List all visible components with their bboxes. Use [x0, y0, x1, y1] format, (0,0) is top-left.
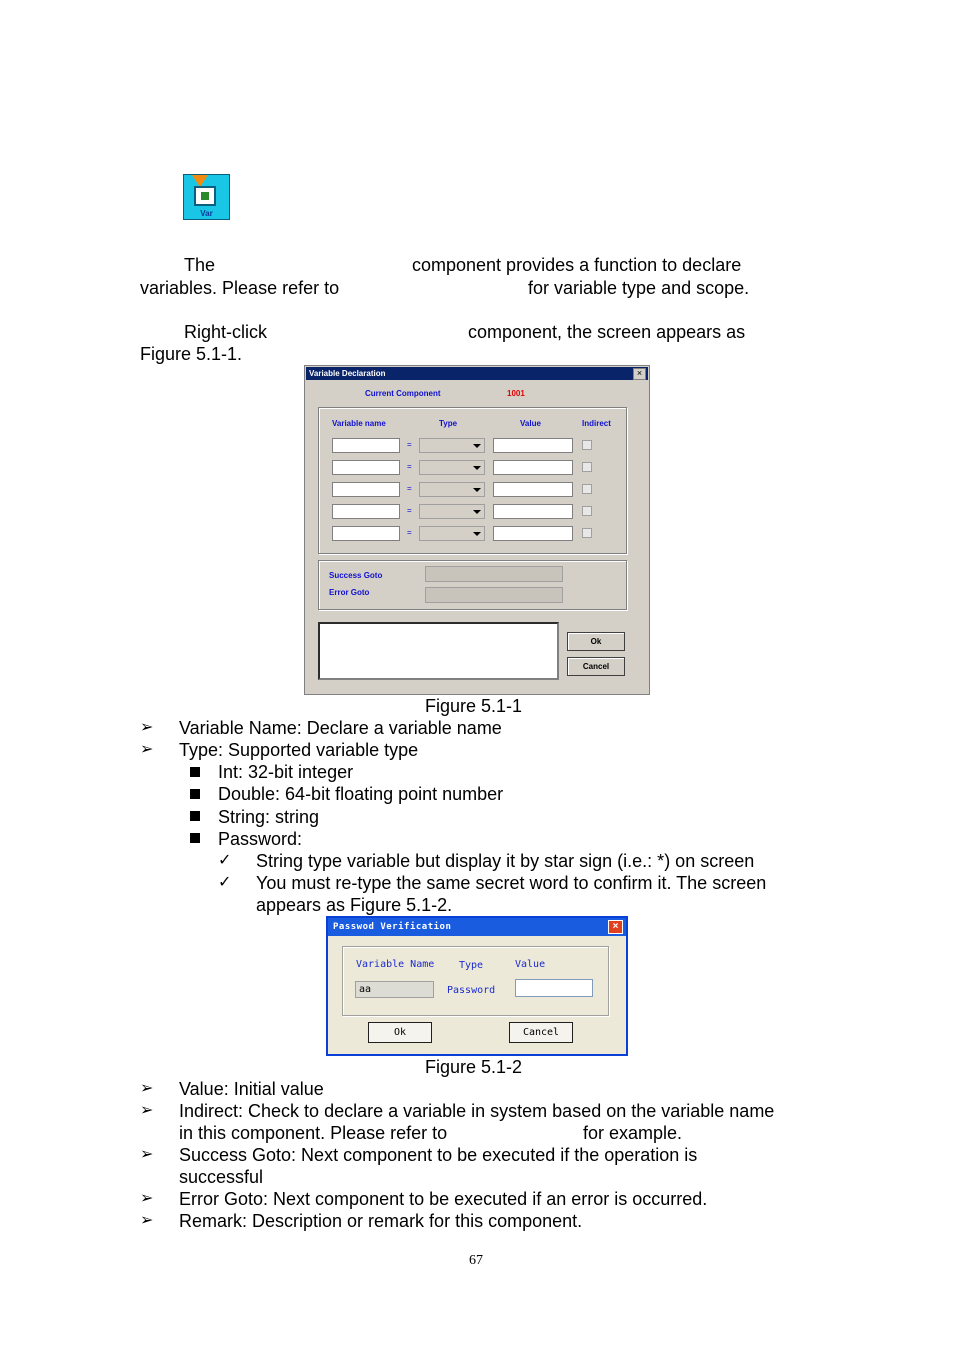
- chevron-down-icon: [473, 510, 481, 514]
- password-input[interactable]: [515, 979, 593, 997]
- current-component-value: 1001: [507, 389, 525, 398]
- square-bullet-icon: [190, 833, 200, 843]
- para2-line1-start: Right-click: [184, 322, 268, 342]
- variable-name-input-3[interactable]: [332, 482, 400, 497]
- error-goto-label: Error Goto: [329, 588, 370, 597]
- list-item-indirect-line1: Indirect: Check to declare a variable in system based on the variable name: [179, 1101, 775, 1121]
- figure-1-caption: Figure 5.1-1: [425, 696, 523, 716]
- variable-name-field: aa: [355, 981, 434, 998]
- para1-line2-start: variables. Please refer to: [140, 278, 340, 298]
- square-bullet-icon: [190, 811, 200, 821]
- equals-sign: =: [407, 528, 412, 537]
- type-int: Int: 32-bit integer: [218, 762, 354, 782]
- para1-line1-start: The: [184, 255, 216, 275]
- dialog-title: Passwod Verification: [333, 922, 452, 932]
- error-goto-field[interactable]: [425, 587, 563, 603]
- variable-name-input-2[interactable]: [332, 460, 400, 475]
- password-note-2-line1: You must re-type the same secret word to confirm it. The screen: [256, 873, 767, 893]
- equals-sign: =: [407, 506, 412, 515]
- square-bullet-icon: [190, 767, 200, 777]
- column-indirect: Indirect: [582, 419, 611, 428]
- list-item-variable-name: Variable Name: Declare a variable name: [179, 718, 502, 738]
- indirect-checkbox-5[interactable]: [582, 528, 592, 538]
- success-goto-label: Success Goto: [329, 571, 383, 580]
- value-input-2[interactable]: [493, 460, 573, 475]
- type-select-1[interactable]: [419, 438, 485, 453]
- list-item-remark: Remark: Description or remark for this component.: [179, 1211, 583, 1231]
- close-icon[interactable]: ×: [633, 368, 646, 380]
- icon-caption: Var: [200, 209, 213, 218]
- password-verification-dialog: [326, 916, 628, 1056]
- column-value: Value: [515, 959, 546, 970]
- para1-line1-end: component provides a function to declare: [412, 255, 742, 275]
- column-variable-name: Variable Name: [356, 959, 435, 970]
- checkmark-icon: ✓: [218, 874, 232, 891]
- chevron-down-icon: [473, 466, 481, 470]
- variable-name-input-4[interactable]: [332, 504, 400, 519]
- column-type: Type: [439, 419, 458, 428]
- square-bullet-icon: [190, 789, 200, 799]
- variable-name-input-1[interactable]: [332, 438, 400, 453]
- variable-name-input-5[interactable]: [332, 526, 400, 541]
- page-number: 67: [469, 1253, 483, 1268]
- para2-line1-end: component, the screen appears as: [468, 322, 746, 342]
- cancel-button[interactable]: Cancel: [509, 1022, 573, 1043]
- arrow-bullet-icon: ➢: [140, 1102, 154, 1119]
- type-string: String: string: [218, 807, 320, 827]
- list-item-success-line2: successful: [179, 1167, 264, 1187]
- type-select-3[interactable]: [419, 482, 485, 497]
- value-input-3[interactable]: [493, 482, 573, 497]
- chevron-down-icon: [473, 444, 481, 448]
- close-icon[interactable]: ×: [608, 920, 623, 934]
- column-variable-name: Variable name: [332, 419, 386, 428]
- para1-line2-end: for variable type and scope.: [528, 278, 750, 298]
- dialog-title-bar: [328, 918, 626, 936]
- figure-2-caption: Figure 5.1-2: [425, 1057, 523, 1077]
- arrow-bullet-icon: ➢: [140, 719, 154, 736]
- type-select-5[interactable]: [419, 526, 485, 541]
- column-type: Type: [459, 960, 484, 971]
- indirect-checkbox-4[interactable]: [582, 506, 592, 516]
- type-value: Password: [447, 985, 496, 996]
- type-password: Password:: [218, 829, 303, 849]
- arrow-bullet-icon: ➢: [140, 1212, 154, 1229]
- para2-line2: Figure 5.1-1.: [140, 344, 243, 364]
- arrow-bullet-icon: ➢: [140, 741, 154, 758]
- success-goto-field[interactable]: [425, 566, 563, 582]
- list-item-indirect-line2-end: for example.: [583, 1123, 683, 1143]
- arrow-bullet-icon: ➢: [140, 1146, 154, 1163]
- indirect-checkbox-1[interactable]: [582, 440, 592, 450]
- type-double: Double: 64-bit floating point number: [218, 784, 504, 804]
- column-value: Value: [520, 419, 541, 428]
- var-component-icon: [183, 174, 230, 220]
- indirect-checkbox-2[interactable]: [582, 462, 592, 472]
- equals-sign: =: [407, 440, 412, 449]
- list-item-indirect-line2-start: in this component. Please refer to: [179, 1123, 448, 1143]
- list-item-success-line1: Success Goto: Next component to be executed if the operation is: [179, 1145, 698, 1165]
- ok-button[interactable]: Ok: [567, 632, 625, 651]
- dialog-title-bar: [306, 367, 648, 380]
- type-select-2[interactable]: [419, 460, 485, 475]
- list-item-type: Type: Supported variable type: [179, 740, 419, 760]
- chevron-down-icon: [473, 532, 481, 536]
- arrow-bullet-icon: ➢: [140, 1080, 154, 1097]
- type-select-4[interactable]: [419, 504, 485, 519]
- value-input-5[interactable]: [493, 526, 573, 541]
- cancel-button[interactable]: Cancel: [567, 657, 625, 676]
- equals-sign: =: [407, 462, 412, 471]
- checkmark-icon: ✓: [218, 852, 232, 869]
- list-item-value: Value: Initial value: [179, 1079, 324, 1099]
- ok-button[interactable]: Ok: [368, 1022, 432, 1043]
- equals-sign: =: [407, 484, 412, 493]
- arrow-bullet-icon: ➢: [140, 1190, 154, 1207]
- password-note-1: String type variable but display it by star sign (i.e.: *) on screen: [256, 851, 755, 871]
- remark-textarea[interactable]: [318, 622, 559, 680]
- monitor-icon: [194, 186, 216, 206]
- password-note-2-line2: appears as Figure 5.1-2.: [256, 895, 453, 915]
- variable-declaration-dialog: [304, 365, 650, 695]
- value-input-4[interactable]: [493, 504, 573, 519]
- dialog-title: Variable Declaration: [309, 369, 386, 378]
- chevron-down-icon: [473, 488, 481, 492]
- current-component-label: Current Component: [365, 389, 441, 398]
- value-input-1[interactable]: [493, 438, 573, 453]
- list-item-error: Error Goto: Next component to be executed if an error is occurred.: [179, 1189, 708, 1209]
- indirect-checkbox-3[interactable]: [582, 484, 592, 494]
